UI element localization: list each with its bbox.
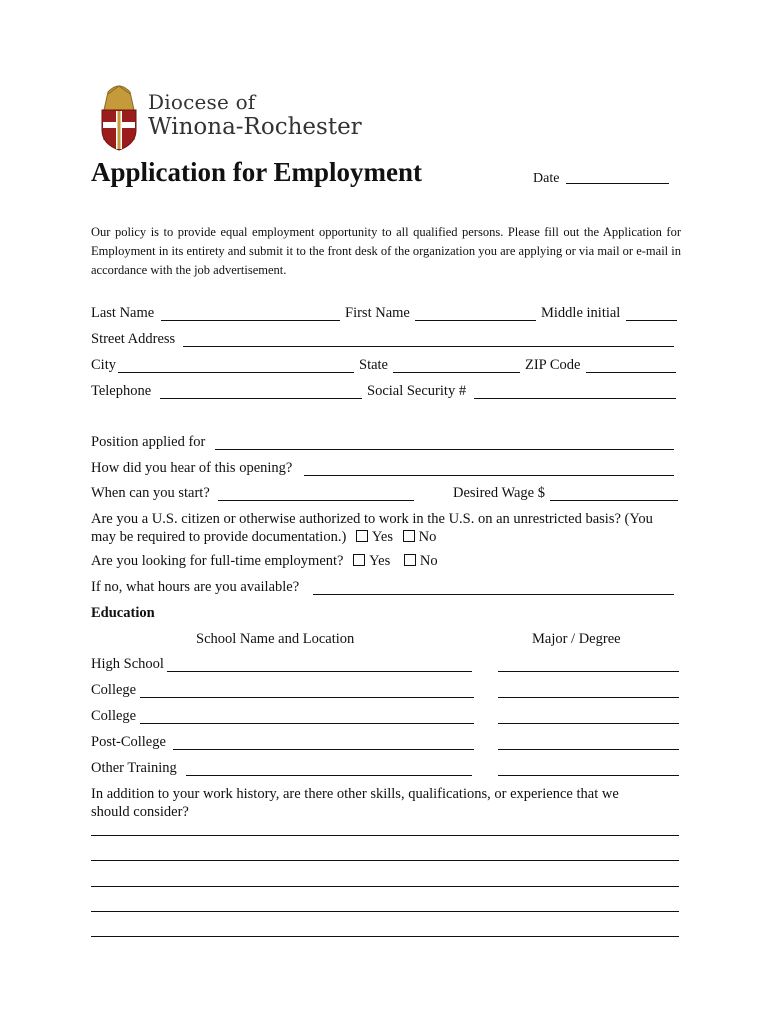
heard-about-field[interactable] (304, 475, 674, 476)
zip-label: ZIP Code (525, 357, 581, 373)
page-title: Application for Employment (91, 157, 423, 187)
date-label: Date (533, 171, 560, 186)
other-training-degree-field[interactable] (498, 775, 679, 776)
fulltime-no-label: No (419, 553, 438, 569)
start-date-field[interactable] (218, 500, 414, 501)
education-row-label: College (91, 682, 137, 698)
major-column-header: Major / Degree (532, 631, 621, 647)
citizen-no-label: No (418, 529, 437, 545)
citizen-no-checkbox[interactable] (403, 530, 415, 542)
fulltime-yes-checkbox[interactable] (353, 554, 365, 566)
college-2-degree-field[interactable] (498, 723, 679, 724)
fulltime-question (91, 553, 438, 570)
desired-wage-field[interactable] (550, 500, 678, 501)
last-name-label: Last Name (91, 305, 155, 321)
logo-line-2: Winona-Rochester (148, 114, 362, 140)
college-2-field[interactable] (140, 723, 474, 724)
heard-about-label: How did you hear of this opening? (91, 460, 293, 476)
citizen-question-text: may be required to provide documentation.) (91, 529, 347, 545)
skills-answer-line[interactable] (91, 835, 679, 836)
skills-answer-line[interactable] (91, 936, 679, 937)
citizen-yes-checkbox[interactable] (356, 530, 368, 542)
other-training-field[interactable] (186, 775, 472, 776)
ssn-label: Social Security # (367, 383, 467, 399)
college-1-degree-field[interactable] (498, 697, 679, 698)
zip-field[interactable] (586, 372, 676, 373)
fulltime-yes-label: Yes (369, 553, 391, 569)
street-address-field[interactable] (183, 346, 674, 347)
skills-answer-line[interactable] (91, 860, 679, 861)
diocese-logo (94, 80, 144, 152)
education-row-label: College (91, 708, 137, 724)
post-college-field[interactable] (173, 749, 474, 750)
education-row-label: Other Training (91, 760, 177, 776)
date-field[interactable] (566, 183, 669, 184)
position-applied-label: Position applied for (91, 434, 206, 450)
ssn-field[interactable] (474, 398, 676, 399)
telephone-field[interactable] (160, 398, 362, 399)
policy-paragraph: Our policy is to provide equal employment opportunity to all qualified persons. Please fill out the Application for Employment in its entirety and submit it to the front desk of the organization you are applying or via mail or e-mail in accordance with the job advertisement. (91, 225, 681, 277)
high-school-field[interactable] (167, 671, 472, 672)
skills-answer-line[interactable] (91, 911, 679, 912)
start-date-label: When can you start? (91, 485, 210, 501)
diocese-crest-icon (94, 80, 144, 152)
skills-question-line-1: In addition to your work history, are there other skills, qualifications, or experience that we (91, 786, 619, 802)
fulltime-no-checkbox[interactable] (404, 554, 416, 566)
post-college-degree-field[interactable] (498, 749, 679, 750)
citizen-question-line-2 (91, 529, 436, 546)
education-heading: Education (91, 605, 155, 621)
last-name-field[interactable] (161, 320, 340, 321)
city-field[interactable] (118, 372, 354, 373)
state-field[interactable] (393, 372, 520, 373)
skills-question-line-2: should consider? (91, 804, 189, 820)
skills-answer-line[interactable] (91, 886, 679, 887)
middle-initial-field[interactable] (626, 320, 677, 321)
logo-line-1: Diocese of (148, 90, 256, 114)
education-row-label: Post-College (91, 734, 166, 750)
education-row-label: High School (91, 656, 164, 672)
fulltime-question-text: Are you looking for full-time employment? (91, 553, 344, 569)
state-label: State (359, 357, 388, 373)
citizen-yes-label: Yes (371, 529, 394, 545)
high-school-degree-field[interactable] (498, 671, 679, 672)
city-label: City (91, 357, 116, 373)
citizen-question-line-1: Are you a U.S. citizen or otherwise authorized to work in the U.S. on an unrestricted basis? (You (91, 511, 653, 527)
first-name-field[interactable] (415, 320, 536, 321)
hours-question-label: If no, what hours are you available? (91, 579, 300, 595)
first-name-label: First Name (345, 305, 410, 321)
desired-wage-label: Desired Wage $ (453, 485, 545, 501)
telephone-label: Telephone (91, 383, 152, 399)
college-1-field[interactable] (140, 697, 474, 698)
hours-field[interactable] (313, 594, 674, 595)
position-applied-field[interactable] (215, 449, 674, 450)
middle-initial-label: Middle initial (541, 305, 621, 321)
school-column-header: School Name and Location (196, 631, 355, 647)
street-address-label: Street Address (91, 331, 176, 347)
